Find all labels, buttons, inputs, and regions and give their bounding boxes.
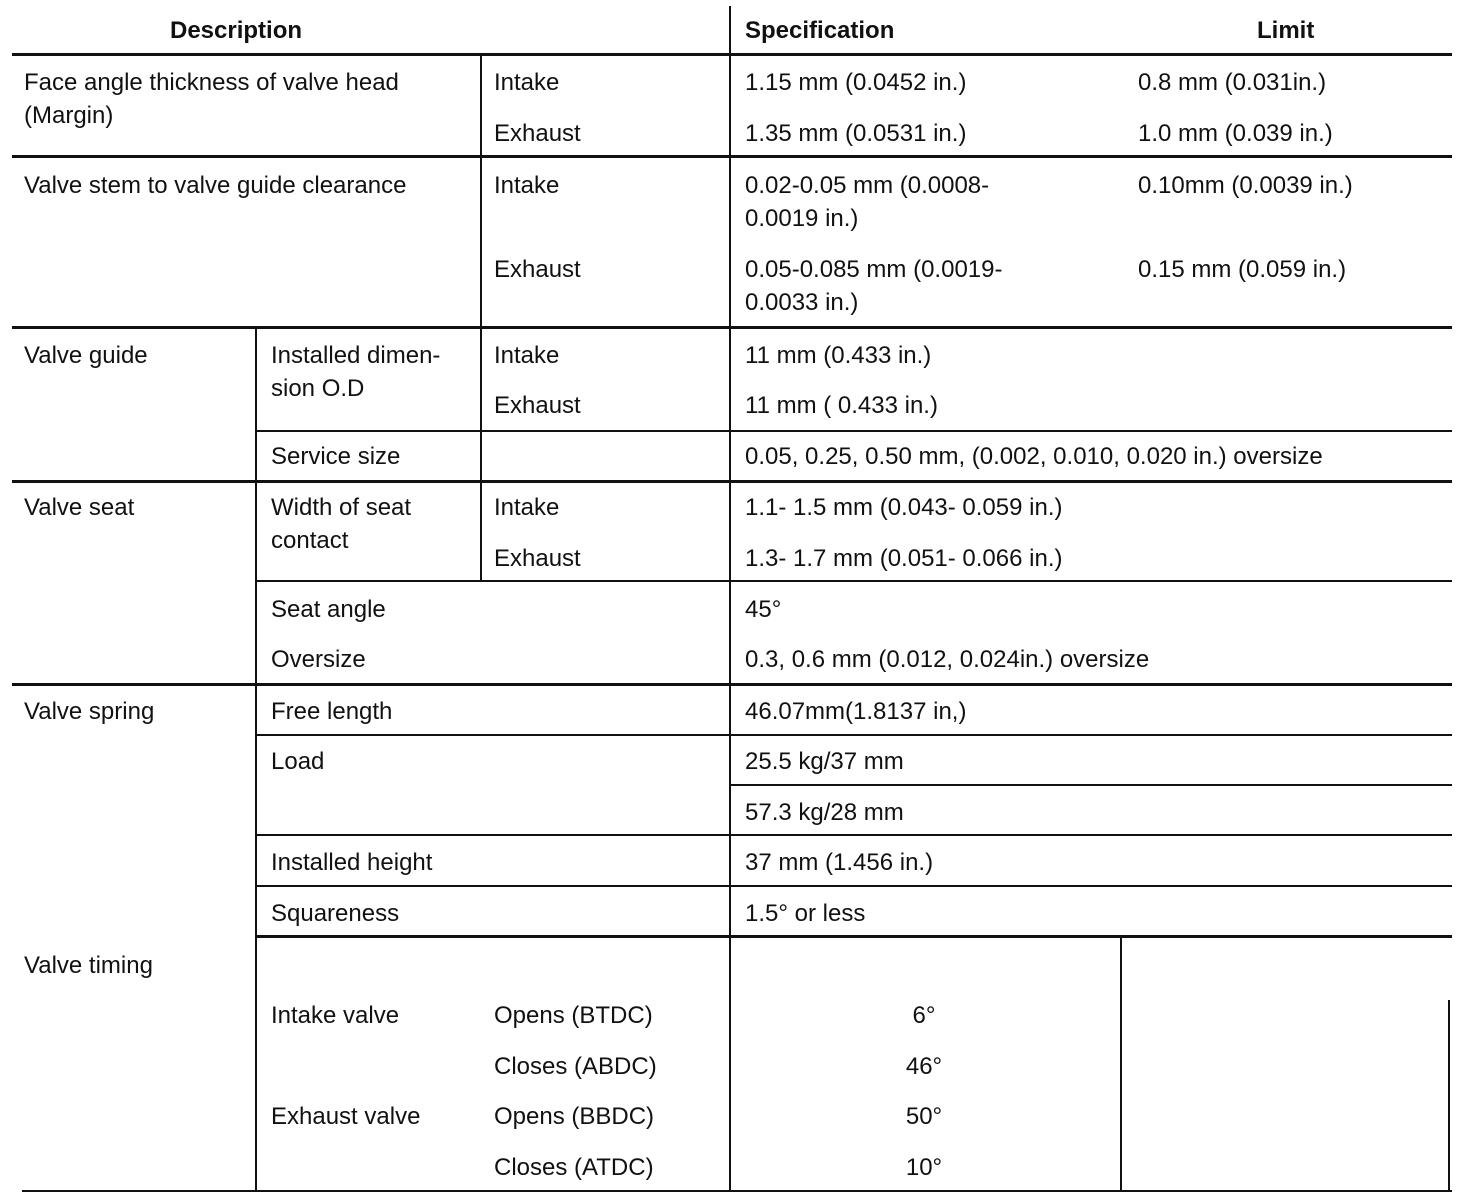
stem-clearance-exhaust-spec-1: 0.05-0.085 mm (0.0019- (745, 256, 1003, 283)
col-rule-spec (729, 6, 731, 1191)
valve-seat-exhaust: Exhaust (494, 545, 581, 572)
load-spec-2: 57.3 kg/28 mm (745, 799, 904, 826)
valve-spring-label: Valve spring (24, 698, 155, 725)
stem-clearance-intake-spec-2: 0.0019 in.) (745, 205, 859, 232)
face-angle-label: Face angle thickness of valve head (24, 69, 399, 96)
timing-opens-btdc-value: 6° (912, 1002, 936, 1029)
rule-free-length (256, 734, 1452, 736)
valve-guide-exhaust-spec: 11 mm ( 0.433 in.) (745, 392, 938, 419)
stem-clearance-intake-limit: 0.10mm (0.0039 in.) (1138, 172, 1353, 199)
header-rule (12, 53, 1452, 56)
rule-guide-sub (256, 430, 1452, 432)
valve-guide-service-label: Service size (271, 443, 401, 470)
rule-load (256, 834, 1452, 836)
face-angle-intake-spec: 1.15 mm (0.0452 in.) (745, 69, 967, 96)
timing-opens-bbdc-value: 50° (905, 1103, 943, 1130)
valve-seat-label: Valve seat (24, 494, 135, 521)
valve-guide-intake: Intake (494, 342, 560, 369)
valve-timing-label: Valve timing (24, 952, 153, 979)
valve-seat-intake-spec: 1.1- 1.5 mm (0.043- 0.059 in.) (745, 494, 1063, 521)
col-rule-intake-exhaust (480, 55, 482, 581)
header-limit: Limit (1257, 17, 1315, 44)
seat-oversize-label: Oversize (271, 646, 366, 673)
face-angle-exhaust-limit: 1.0 mm (0.039 in.) (1138, 120, 1333, 147)
seat-angle-label: Seat angle (271, 596, 386, 623)
row-rule-face-angle (12, 155, 1452, 158)
valve-guide-sub-2: sion O.D (271, 375, 365, 402)
face-angle-exhaust: Exhaust (494, 120, 581, 147)
stem-clearance-label: Valve stem to valve guide clearance (24, 172, 407, 199)
valve-guide-service-spec: 0.05, 0.25, 0.50 mm, (0.002, 0.010, 0.020 in.) oversize (745, 443, 1323, 470)
col-rule-limit-timing (1120, 937, 1122, 1191)
free-length-spec: 46.07mm(1.8137 in,) (745, 698, 967, 725)
installed-height-spec: 37 mm (1.456 in.) (745, 849, 934, 876)
header-description: Description (170, 17, 303, 44)
stem-clearance-exhaust-spec-2: 0.0033 in.) (745, 289, 859, 316)
timing-closes-abdc-value: 46° (905, 1053, 943, 1080)
row-rule-valve-seat (12, 683, 1452, 686)
row-rule-valve-spring (256, 935, 1452, 938)
face-angle-intake-limit: 0.8 mm (0.031in.) (1138, 69, 1327, 96)
rule-load-1 (730, 784, 1452, 786)
face-angle-exhaust-spec: 1.35 mm (0.0531 in.) (745, 120, 967, 147)
col-rule-sub (255, 326, 257, 1191)
table-bottom-rule (22, 1190, 1452, 1192)
valve-guide-exhaust: Exhaust (494, 392, 581, 419)
valve-guide-intake-spec: 11 mm (0.433 in.) (745, 342, 932, 369)
face-angle-label-2: (Margin) (24, 102, 114, 129)
timing-opens-btdc: Opens (BTDC) (494, 1002, 653, 1029)
face-angle-intake: Intake (494, 69, 560, 96)
stem-clearance-intake-spec-1: 0.02-0.05 mm (0.0008- (745, 172, 990, 199)
valve-guide-label: Valve guide (24, 342, 148, 369)
timing-closes-atdc: Closes (ATDC) (494, 1154, 654, 1181)
valve-seat-exhaust-spec: 1.3- 1.7 mm (0.051- 0.066 in.) (745, 545, 1063, 572)
load-spec-1: 25.5 kg/37 mm (745, 748, 904, 775)
timing-closes-abdc: Closes (ABDC) (494, 1053, 657, 1080)
load-label: Load (271, 748, 325, 775)
rule-installed-height (256, 885, 1452, 887)
timing-opens-bbdc: Opens (BBDC) (494, 1103, 655, 1130)
valve-seat-sub-1: Width of seat (271, 494, 412, 521)
stem-clearance-exhaust-limit: 0.15 mm (0.059 in.) (1138, 256, 1347, 283)
valve-seat-intake: Intake (494, 494, 560, 521)
timing-intake-valve: Intake valve (271, 1002, 400, 1029)
header-specification: Specification (745, 17, 895, 44)
valve-seat-sub-2: contact (271, 527, 349, 554)
stem-clearance-exhaust: Exhaust (494, 256, 581, 283)
installed-height-label: Installed height (271, 849, 433, 876)
seat-oversize-spec: 0.3, 0.6 mm (0.012, 0.024in.) oversize (745, 646, 1150, 673)
squareness-label: Squareness (271, 900, 400, 927)
timing-exhaust-valve: Exhaust valve (271, 1103, 421, 1130)
rule-seat-sub (256, 580, 1452, 582)
timing-closes-atdc-value: 10° (905, 1154, 943, 1181)
col-rule-right-edge (1448, 1000, 1450, 1190)
valve-guide-sub-1: Installed dimen- (271, 342, 441, 369)
stem-clearance-intake: Intake (494, 172, 560, 199)
free-length-label: Free length (271, 698, 393, 725)
row-rule-stem-clearance (12, 326, 1452, 329)
seat-angle-spec: 45° (745, 596, 782, 623)
row-rule-valve-guide (12, 480, 1452, 483)
squareness-spec: 1.5° or less (745, 900, 866, 927)
